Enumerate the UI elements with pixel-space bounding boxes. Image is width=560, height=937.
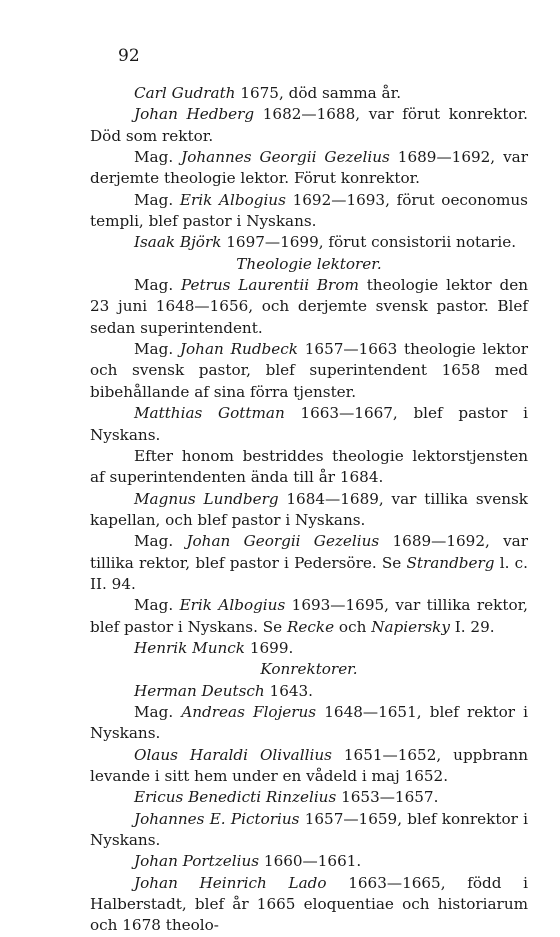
- entry-text: Mag.: [134, 596, 180, 615]
- register-entry: [90, 104, 528, 147]
- entry-text: 1653—1657.: [336, 788, 439, 807]
- person-name: Carl Gudrath: [134, 84, 236, 102]
- person-name: Recke: [286, 617, 335, 636]
- person-name: Isaak Björk: [134, 233, 222, 252]
- entry-text: Efter honom bestriddes theologie lektorstjensten af superintendenten ända till år 1684.: [90, 446, 528, 487]
- entry-text: 1663—1667, blef pastor i Nyskans.: [90, 404, 528, 444]
- register-entry: [90, 809, 528, 852]
- entry-text: 1643.: [264, 681, 314, 700]
- section-heading: Konrektorer.: [260, 660, 358, 679]
- entry-text: 1682—1688, var förut konrektor. Död som rektor.: [90, 105, 528, 145]
- person-name: Johan Hedberg: [134, 105, 255, 124]
- entry-text: 1651—1652, uppbrann levande i sitt hem under en vådeld i maj 1652.: [90, 745, 528, 785]
- entry-text: 1675, död samma år.: [235, 84, 402, 102]
- entry-text: Mag.: [134, 532, 187, 551]
- entry-text: 1663—1665, född i Halberstadt, blef år 1665 eloquentiae och historiarum och 1678 theolo-: [90, 873, 528, 935]
- register-entry: [90, 147, 528, 190]
- entry-text: 1689—1692, var derjemte theologie lektor. Förut konrektor.: [90, 148, 528, 188]
- entry-text: 1657—1659, blef konrektor i Nyskans.: [90, 809, 528, 850]
- register-entry: [90, 595, 528, 638]
- person-name: Matthias Gottman: [134, 404, 285, 423]
- register-entry: [90, 489, 528, 532]
- entry-text: 1657—1663 theologie lektor och svensk pastor, blef superintendent 1658 med bibehållande af sina förra tjenster.: [90, 340, 528, 401]
- entry-text: och: [334, 617, 372, 636]
- person-name: Johan Portzelius: [134, 852, 260, 871]
- person-name: Herman Deutsch: [134, 681, 265, 700]
- person-name: Johan Georgii Gezelius: [186, 532, 380, 551]
- person-name: Magnus Lundberg: [134, 489, 279, 508]
- entry-text: 1648—1651, blef rektor i Nyskans.: [90, 702, 529, 743]
- entry-text: Mag.: [134, 340, 180, 359]
- register-entry: [90, 275, 528, 339]
- register-entry: [90, 745, 528, 788]
- register-entry: [90, 83, 528, 104]
- register-entry: [90, 873, 528, 937]
- person-name: Olaus Haraldi Olivallius: [134, 745, 332, 764]
- register-entry: [90, 232, 528, 253]
- entry-text: 1699.: [245, 638, 294, 657]
- register-entry: [90, 851, 528, 872]
- entry-text: 1697—1699, förut consistorii notarie.: [221, 233, 517, 252]
- register-entry: [90, 681, 528, 702]
- person-name: Johan Rudbeck: [179, 340, 298, 359]
- entry-text: Mag.: [134, 190, 180, 209]
- entry-text: 1689—1692, var tillika rektor, blef pastor i Pedersöre. Se: [90, 532, 528, 572]
- register-entry: [90, 446, 528, 489]
- person-name: Erik Albogius: [179, 190, 286, 209]
- entry-text: l. c. II. 94.: [90, 553, 528, 593]
- register-entry: [90, 531, 528, 595]
- register-entry: [90, 638, 528, 659]
- register-entry: [90, 787, 528, 808]
- person-name: Johannes Georgii Gezelius: [181, 148, 390, 167]
- person-name: Petrus Laurentii Brom: [181, 276, 359, 295]
- entry-text: Mag.: [134, 702, 182, 721]
- person-name: Napiersky: [371, 617, 450, 636]
- person-name: Henrik Munck: [134, 638, 245, 657]
- entry-text: Mag.: [134, 148, 182, 167]
- register-entry: [90, 702, 528, 745]
- register-entry: [90, 403, 528, 446]
- person-name: Erik Albogius: [179, 596, 286, 615]
- register-entry: [90, 190, 528, 233]
- entry-text: Mag.: [134, 276, 181, 295]
- person-name: Ericus Benedicti Rinzelius: [134, 788, 337, 807]
- entry-text: theologie lektor den 23 juni 1648—1656, och derjemte svensk pastor. Blef sedan superintendent.: [90, 276, 529, 337]
- entry-text: 1660—1661.: [259, 852, 362, 871]
- person-name: Johannes E. Pictorius: [134, 809, 300, 828]
- entry-text: I. 29.: [449, 617, 495, 636]
- person-name: Andreas Flojerus: [181, 702, 317, 721]
- entry-text: 1684—1689, var tillika svensk kapellan, och blef pastor i Nyskans.: [90, 489, 529, 529]
- register-entry: [90, 339, 528, 403]
- page-number: 92: [118, 46, 140, 66]
- person-name: Johan Heinrich Lado: [134, 873, 327, 892]
- entry-text: 1693—1695, var tillika rektor, blef pastor i Nyskans. Se: [90, 596, 529, 636]
- section-heading: Theologie lektorer.: [236, 254, 382, 273]
- text-body: [90, 83, 528, 937]
- person-name: Strandberg: [406, 553, 495, 572]
- entry-text: 1692—1693, förut oeconomus templi, blef pastor i Nyskans.: [90, 190, 528, 231]
